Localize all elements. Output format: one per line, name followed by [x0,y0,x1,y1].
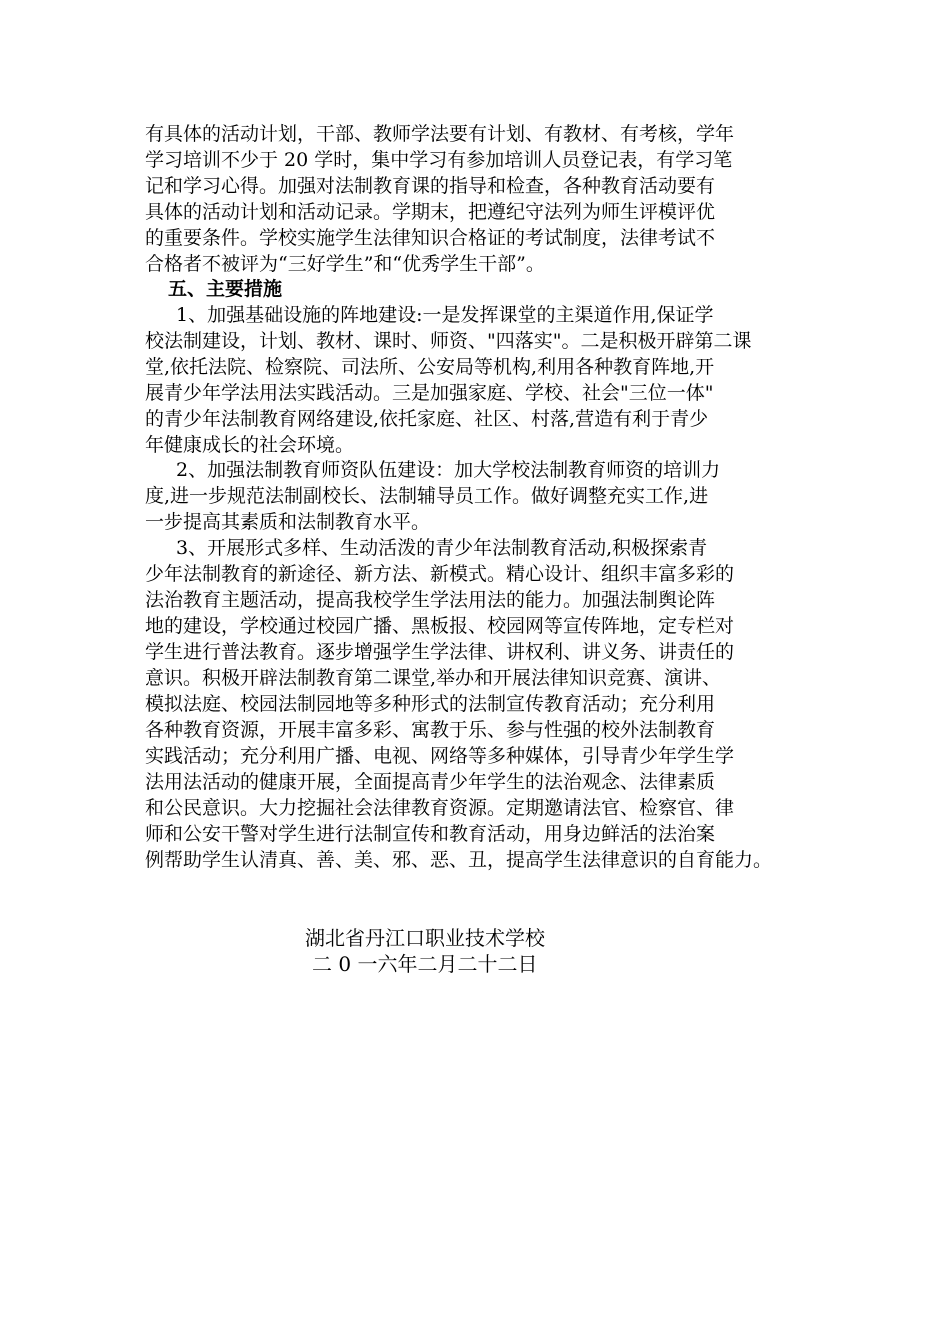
paragraph-line: 具体的活动计划和活动记录。学期末，把遵纪守法列为师生评模评优 [145,201,716,223]
paragraph-line: 堂,依托法院、检察院、司法所、公安局等机构,利用各种教育阵地,开 [145,356,715,378]
paragraph-line: 展青少年学法用法实践活动。三是加强家庭、学校、社会"三位一体" [145,382,714,404]
paragraph-line: 1、加强基础设施的阵地建设:一是发挥课堂的主渠道作用,保证学 [176,304,714,326]
paragraph-line: 一步提高其素质和法制教育水平。 [145,511,431,533]
paragraph-line: 的重要条件。学校实施学生法律知识合格证的考试制度，法律考试不 [145,227,716,249]
paragraph-line: 少年法制教育的新途径、新方法、新模式。精心设计、组织丰富多彩的 [145,563,735,585]
paragraph-line: 实践活动；充分利用广播、电视、网络等多种媒体，引导青少年学生学 [145,745,735,767]
paragraph-line: 合格者不被评为“三好学生”和“优秀学生干部”。 [145,253,545,275]
paragraph-line: 和公民意识。大力挖掘社会法律教育资源。定期邀请法官、检察官、律 [145,797,735,819]
paragraph-line: 有具体的活动计划，干部、教师学法要有计划、有教材、有考核，学年 [145,123,735,145]
paragraph-line: 法治教育主题活动，提高我校学生学法用法的能力。加强法制舆论阵 [145,589,716,611]
paragraph-line: 各种教育资源，开展丰富多彩、寓教于乐、参与性强的校外法制教育 [145,719,716,741]
paragraph-line: 法用法活动的健康开展，全面提高青少年学生的法治观念、法律素质 [145,771,716,793]
paragraph-line: 地的建设，学校通过校园广播、黑板报、校园网等宣传阵地，定专栏对 [145,615,735,637]
paragraph-line: 模拟法庭、校园法制园地等多种形式的法制宣传教育活动；充分利用 [145,693,716,715]
paragraph-line: 记和学习心得。加强对法制教育课的指导和检查，各种教育活动要有 [145,175,716,197]
signature-date: 二 0 一六年二月二十二日 [312,952,538,976]
paragraph-line: 2、加强法制教育师资队伍建设：加大学校法制教育师资的培训力 [176,459,721,481]
paragraph-line: 校法制建设，计划、教材、课时、师资、"四落实"。二是积极开辟第二课 [145,330,752,352]
signature-organization: 湖北省丹江口职业技术学校 [305,926,545,950]
paragraph-line: 年健康成长的社会环境。 [145,434,355,456]
section-heading: 五、主要措施 [168,278,283,300]
paragraph-line: 的青少年法制教育网络建设,依托家庭、社区、村落,营造有利于青少 [145,408,709,430]
paragraph-line: 3、开展形式多样、生动活泼的青少年法制教育活动,积极探索青 [176,537,708,559]
paragraph-line: 意识。积极开辟法制教育第二课堂,举办和开展法律知识竞赛、演讲、 [145,667,722,689]
paragraph-line: 例帮助学生认清真、善、美、邪、恶、丑，提高学生法律意识的自育能力。 [145,849,773,871]
paragraph-line: 学习培训不少于 20 学时，集中学习有参加培训人员登记表，有学习笔 [145,149,733,171]
paragraph-line: 学生进行普法教育。逐步增强学生学法律、讲权利、讲义务、讲责任的 [145,641,735,663]
paragraph-line: 师和公安干警对学生进行法制宣传和教育活动，用身边鲜活的法治案 [145,823,716,845]
paragraph-line: 度,进一步规范法制副校长、法制辅导员工作。做好调整充实工作,进 [145,485,709,507]
